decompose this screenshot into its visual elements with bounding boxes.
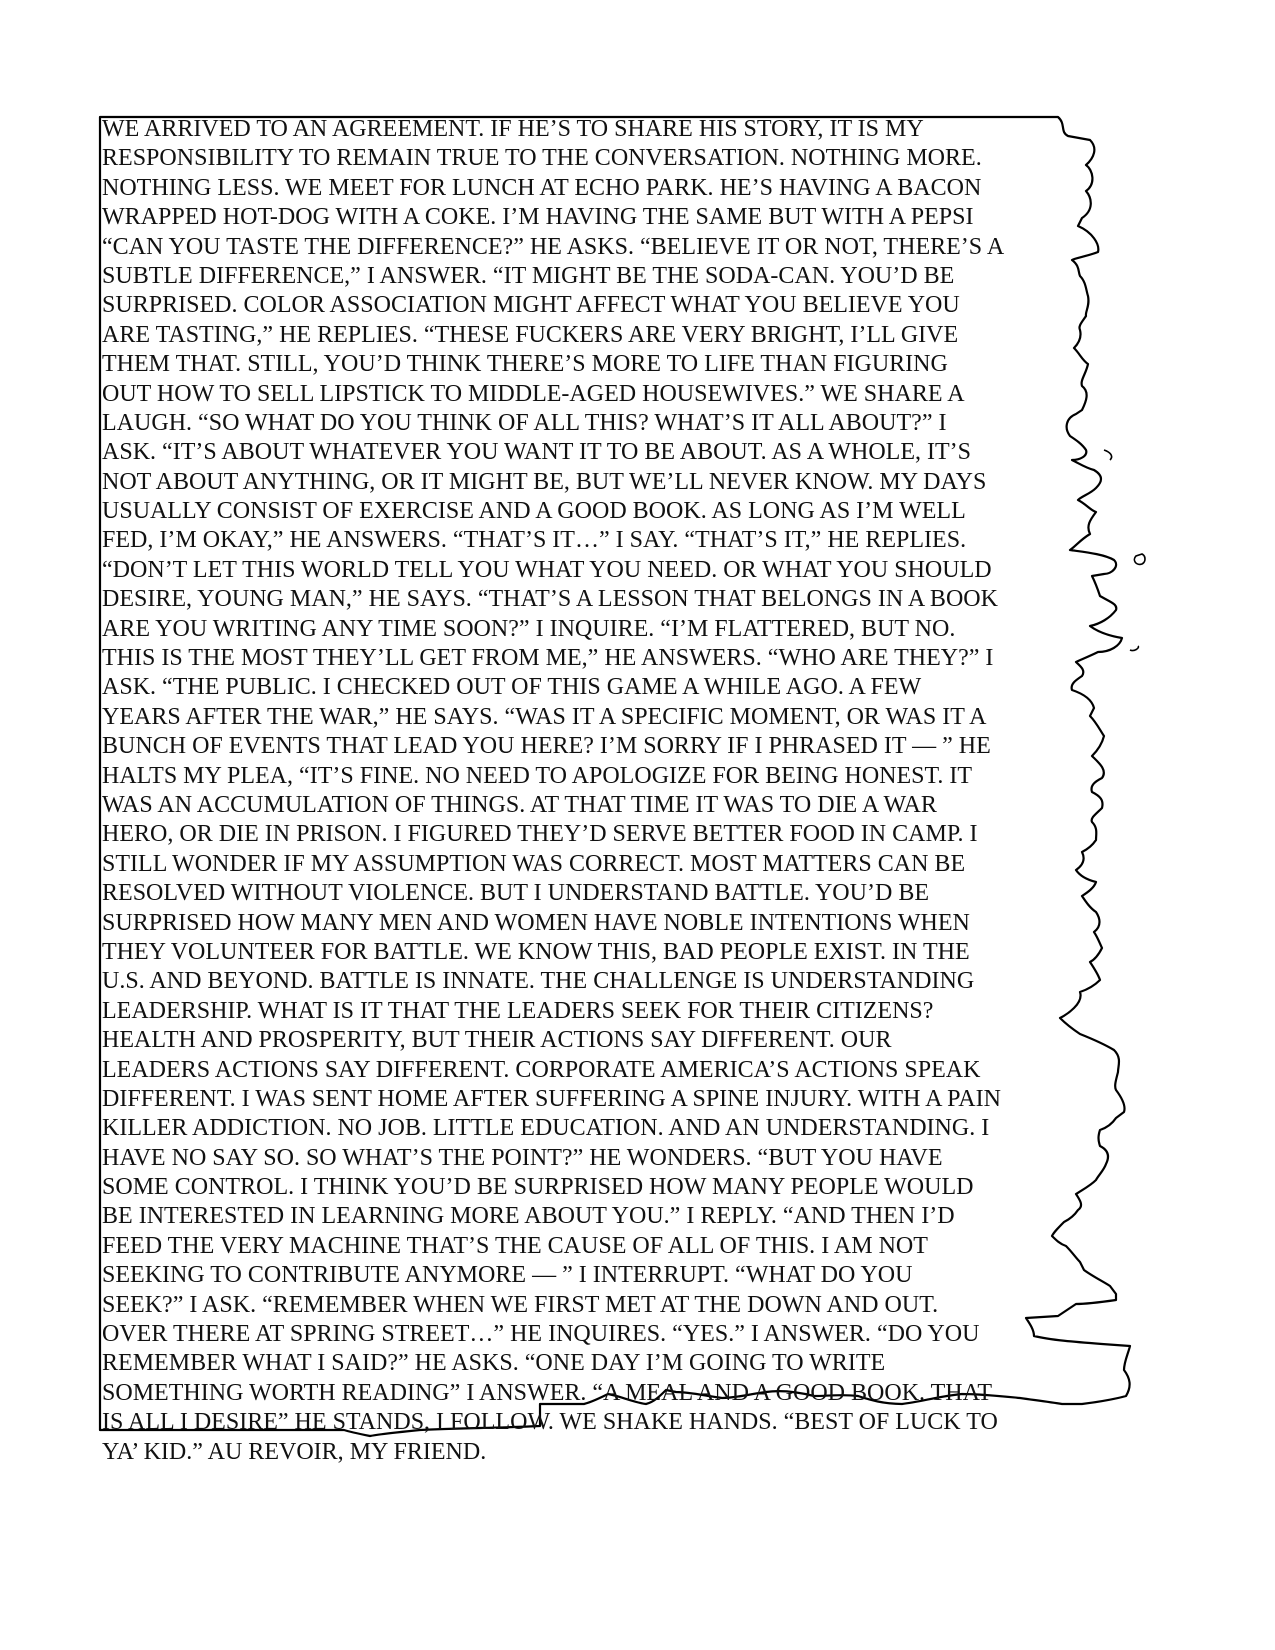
- text-line: YA’ KID.” AU REVOIR, MY FRIEND.: [102, 1437, 487, 1465]
- text-line: FED, I’M OKAY,” HE ANSWERS. “THAT’S IT…” I SAY. “THAT’S IT,” HE REPLIES.: [102, 526, 967, 554]
- text-line: HAVE NO SAY SO. SO WHAT’S THE POINT?” HE WONDERS. “BUT YOU HAVE: [102, 1143, 943, 1171]
- text-line: HERO, OR DIE IN PRISON. I FIGURED THEY’D SERVE BETTER FOOD IN CAMP. I: [102, 820, 978, 848]
- text-line: DIFFERENT. I WAS SENT HOME AFTER SUFFERING A SPINE INJURY. WITH A PAIN: [102, 1084, 1001, 1112]
- text-line: OVER THERE AT SPRING STREET…” HE INQUIRES. “YES.” I ANSWER. “DO YOU: [102, 1320, 980, 1348]
- text-line: NOT ABOUT ANYTHING, OR IT MIGHT BE, BUT WE’LL NEVER KNOW. MY DAYS: [102, 467, 987, 495]
- text-line: BUNCH OF EVENTS THAT LEAD YOU HERE? I’M SORRY IF I PHRASED IT — ” HE: [102, 732, 991, 760]
- text-line: RESOLVED WITHOUT VIOLENCE. BUT I UNDERSTAND BATTLE. YOU’D BE: [102, 879, 930, 907]
- text-line: LEADERSHIP. WHAT IS IT THAT THE LEADERS SEEK FOR THEIR CITIZENS?: [102, 996, 934, 1024]
- text-line: LEADERS ACTIONS SAY DIFFERENT. CORPORATE AMERICA’S ACTIONS SPEAK: [102, 1055, 981, 1083]
- text-line: KILLER ADDICTION. NO JOB. LITTLE EDUCATION. AND AN UNDERSTANDING. I: [102, 1114, 990, 1142]
- text-line: USUALLY CONSIST OF EXERCISE AND A GOOD BOOK. AS LONG AS I’M WELL: [102, 497, 966, 525]
- text-line: REMEMBER WHAT I SAID?” HE ASKS. “ONE DAY I’M GOING TO WRITE: [102, 1349, 886, 1377]
- text-line: WE ARRIVED TO AN AGREEMENT. IF HE’S TO SHARE HIS STORY, IT IS MY: [102, 115, 924, 142]
- text-line: SURPRISED HOW MANY MEN AND WOMEN HAVE NOBLE INTENTIONS WHEN: [102, 908, 970, 936]
- text-line: SURPRISED. COLOR ASSOCIATION MIGHT AFFECT WHAT YOU BELIEVE YOU: [102, 291, 960, 319]
- text-line: ARE YOU WRITING ANY TIME SOON?” I INQUIRE. “I’M FLATTERED, BUT NO.: [102, 614, 956, 642]
- text-line: BE INTERESTED IN LEARNING MORE ABOUT YOU.” I REPLY. “AND THEN I’D: [102, 1202, 955, 1230]
- text-line: SUBTLE DIFFERENCE,” I ANSWER. “IT MIGHT BE THE SODA-CAN. YOU’D BE: [102, 261, 955, 289]
- text-line: SOMETHING WORTH READING” I ANSWER. “A MEAL AND A GOOD BOOK. THAT: [102, 1378, 993, 1406]
- text-line: ASK. “THE PUBLIC. I CHECKED OUT OF THIS GAME A WHILE AGO. A FEW: [102, 673, 922, 701]
- text-line: HALTS MY PLEA, “IT’S FINE. NO NEED TO APOLOGIZE FOR BEING HONEST. IT: [102, 761, 973, 789]
- text-line: THIS IS THE MOST THEY’LL GET FROM ME,” HE ANSWERS. “WHO ARE THEY?” I: [102, 644, 994, 672]
- text-line: “CAN YOU TASTE THE DIFFERENCE?” HE ASKS. “BELIEVE IT OR NOT, THERE’S A: [102, 232, 1005, 260]
- text-line: WRAPPED HOT-DOG WITH A COKE. I’M HAVING THE SAME BUT WITH A PEPSI: [102, 203, 974, 231]
- text-line: ARE TASTING,” HE REPLIES. “THESE FUCKERS ARE VERY BRIGHT, I’LL GIVE: [102, 320, 959, 348]
- text-line: FEED THE VERY MACHINE THAT’S THE CAUSE OF ALL OF THIS. I AM NOT: [102, 1231, 928, 1259]
- text-line: RESPONSIBILITY TO REMAIN TRUE TO THE CONVERSATION. NOTHING MORE.: [102, 144, 982, 172]
- text-line: HEALTH AND PROSPERITY, BUT THEIR ACTIONS SAY DIFFERENT. OUR: [102, 1026, 892, 1054]
- text-line: SOME CONTROL. I THINK YOU’D BE SURPRISED HOW MANY PEOPLE WOULD: [102, 1173, 974, 1201]
- text-line: THEM THAT. STILL, YOU’D THINK THERE’S MORE TO LIFE THAN FIGURING: [102, 350, 948, 378]
- text-line: STILL WONDER IF MY ASSUMPTION WAS CORRECT. MOST MATTERS CAN BE: [102, 849, 966, 877]
- text-line: WAS AN ACCUMULATION OF THINGS. AT THAT TIME IT WAS TO DIE A WAR: [102, 790, 937, 818]
- text-line: YEARS AFTER THE WAR,” HE SAYS. “WAS IT A SPECIFIC MOMENT, OR WAS IT A: [102, 702, 987, 730]
- text-line: SEEK?” I ASK. “REMEMBER WHEN WE FIRST MET AT THE DOWN AND OUT.: [102, 1290, 939, 1318]
- text-line: NOTHING LESS. WE MEET FOR LUNCH AT ECHO PARK. HE’S HAVING A BACON: [102, 173, 982, 201]
- text-line: ASK. “IT’S ABOUT WHATEVER YOU WANT IT TO BE ABOUT. AS A WHOLE, IT’S: [102, 438, 972, 466]
- text-line: SEEKING TO CONTRIBUTE ANYMORE — ” I INTERRUPT. “WHAT DO YOU: [102, 1261, 913, 1289]
- text-line: OUT HOW TO SELL LIPSTICK TO MIDDLE-AGED HOUSEWIVES.” WE SHARE A: [102, 379, 965, 407]
- text-line: DESIRE, YOUNG MAN,” HE SAYS. “THAT’S A LESSON THAT BELONGS IN A BOOK: [102, 585, 998, 613]
- text-line: “DON’T LET THIS WORLD TELL YOU WHAT YOU NEED. OR WHAT YOU SHOULD: [102, 555, 992, 583]
- text-line: THEY VOLUNTEER FOR BATTLE. WE KNOW THIS, BAD PEOPLE EXIST. IN THE: [102, 937, 970, 965]
- body-text: [102, 114, 1222, 1466]
- text-line: LAUGH. “SO WHAT DO YOU THINK OF ALL THIS? WHAT’S IT ALL ABOUT?” I: [102, 408, 947, 436]
- text-line: IS ALL I DESIRE” HE STANDS, I FOLLOW. WE SHAKE HANDS. “BEST OF LUCK TO: [102, 1408, 998, 1436]
- text-line: U.S. AND BEYOND. BATTLE IS INNATE. THE CHALLENGE IS UNDERSTANDING: [102, 967, 975, 995]
